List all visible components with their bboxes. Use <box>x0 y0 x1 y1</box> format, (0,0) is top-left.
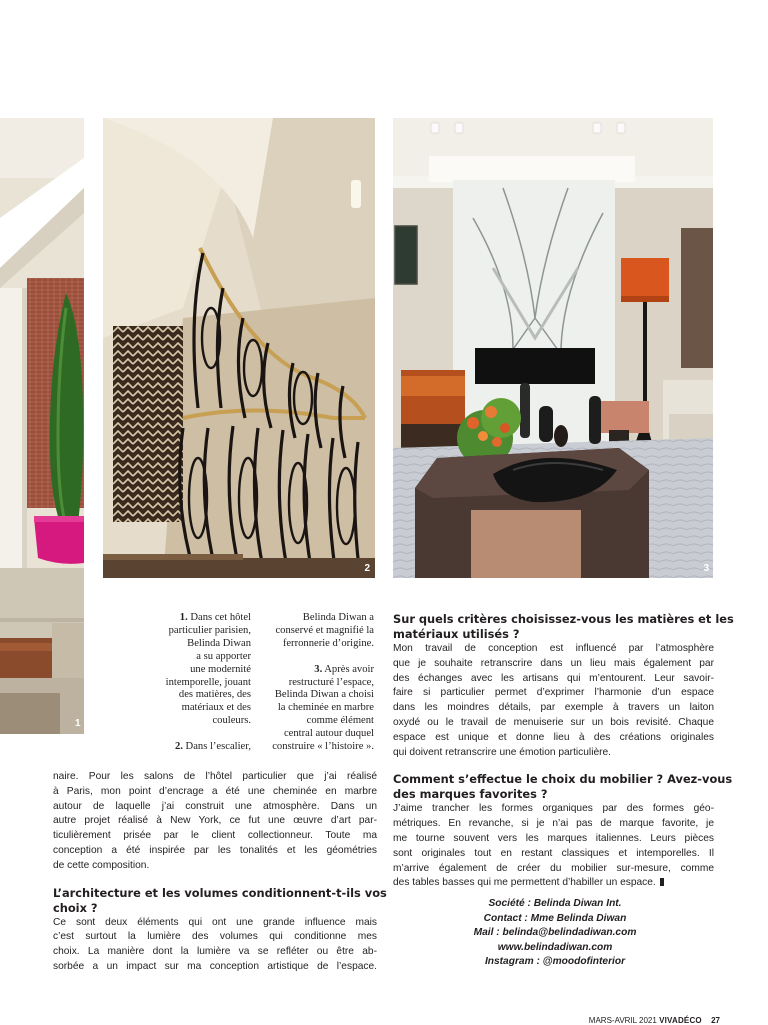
caption-line: construire « l’histoire ». <box>272 741 374 753</box>
caption-photos-2-3 <box>234 612 374 754</box>
text-line: espace est unique et donne lieu à des créations originales <box>393 731 714 743</box>
text-line: autour de laquelle j’ai construit une atmosphère. Dans un <box>53 800 377 812</box>
left-text-column <box>53 770 387 975</box>
text-line: que je souhaite retranscrire dans un lieu mais également par <box>393 657 714 669</box>
photo-1-number: 1 <box>75 718 81 729</box>
caption-line: la cheminée en marbre <box>277 702 374 714</box>
caption-line: couleurs. <box>212 715 251 727</box>
text-line: m’arrive également de créer du mobilier sur-mesure, comme <box>393 862 714 874</box>
text-line: naire. Pour les salons de l’hôtel particulier que j’ai réalisé <box>53 771 377 782</box>
question-furniture: Comment s’effectue le choix du mobilier ? Avez-vous des marques favorites ? <box>393 772 733 802</box>
caption-line: 1. Dans cet hôtel <box>179 612 251 623</box>
contact-person: Contact : Mme Belinda Diwan <box>483 912 627 924</box>
text-line: J’aime trancher les formes organiques par des formes géo- <box>393 803 714 815</box>
caption-line: ferronnerie d’origine. <box>282 637 374 649</box>
text-line: Mon travail de conception est influencé par l’atmosphère <box>393 643 714 654</box>
text-line: ticulièrement prisée par le client collectionneur. Toute ma <box>53 830 377 842</box>
question-architecture: L’architecture et les volumes conditionnent-t-ils vos choix ? <box>53 885 387 915</box>
intro-paragraph <box>53 770 377 874</box>
photo-3-number: 3 <box>703 563 709 574</box>
photo-3-salon <box>393 118 713 578</box>
footer-magazine: VIVADÉCO <box>659 1016 702 1025</box>
caption-line: comme élément <box>306 715 374 727</box>
caption-photos-1-2 <box>101 612 251 754</box>
footer-page-number: 27 <box>711 1016 720 1025</box>
photo-2-staircase <box>103 118 375 578</box>
contact-block <box>430 897 680 970</box>
question-materials: Sur quels critères choisissez-vous les matières et les matériaux utilisés ? <box>393 612 734 641</box>
text-line: des échanges avec les artisans qui m’entourent. Leur savoir- <box>393 672 714 684</box>
text-line: à Paris, mon point d’encrage a été une cheminée en marbre <box>53 785 377 797</box>
caption-line: a su apporter <box>196 650 251 662</box>
answer-architecture <box>53 916 377 975</box>
text-line: c’est surtout la lumière des volumes qui conditionne mes <box>53 931 377 943</box>
caption-line: particulier parisien, <box>168 624 251 636</box>
text-line: conception a été inspirée par les tonalités et les géométries <box>53 844 377 856</box>
caption-line: Belinda Diwan a choisi <box>274 689 374 701</box>
caption-line: Belinda Diwan <box>187 637 251 649</box>
text-line: Ce sont deux éléments qui ont une grande influence mais <box>53 916 377 928</box>
text-line: sorbée a un impact sur ma conception artistique de l’espace. <box>53 960 377 972</box>
caption-line <box>101 728 251 741</box>
caption-line: Belinda Diwan a <box>302 612 374 623</box>
contact-website[interactable]: www.belindadiwan.com <box>497 941 613 953</box>
caption-line: central autour duquel <box>283 728 374 740</box>
text-line: faire si particulier permet d’exprimer l’harmonie d’un espace <box>393 687 714 699</box>
right-text-column <box>393 612 734 891</box>
caption-line: intemporelle, jouant <box>165 676 251 688</box>
text-line: oxydé ou le travail de menuiserie sur un bois revisité. Chaque <box>393 716 714 728</box>
text-line: autre projet réalisé à New York, ce fut une œuvre d’art par- <box>53 815 377 827</box>
caption-line: conservé et magnifié la <box>275 624 374 636</box>
text-line: des tables basses qui me permettent d’habiller un espace. <box>393 876 714 891</box>
photo-1-terrace <box>0 118 84 734</box>
answer-materials <box>393 642 714 760</box>
caption-line: matériaux et des <box>181 702 251 714</box>
footer-issue: MARS-AVRIL 2021 <box>588 1016 657 1025</box>
caption-line: 3. Après avoir <box>314 663 374 675</box>
text-line: choix. La manière dont la lumière va se refléter ou être ab- <box>53 946 377 958</box>
caption-line: 2. Dans l’escalier, <box>174 741 251 753</box>
text-line: dans les moindres détails, par exemple à travers un laiton <box>393 702 714 714</box>
text-line: qui doivent retranscrire une émotion particulière. <box>393 746 612 758</box>
text-line: métriques. En revanche, si je n’ai pas de marque favorite, je <box>393 818 714 830</box>
end-mark-icon <box>660 878 664 886</box>
text-line: me tourne souvent vers les marques italiennes. Leurs pièces <box>393 832 714 844</box>
contact-mail[interactable]: Mail : belinda@belindadiwan.com <box>473 927 637 939</box>
contact-company: Société : Belinda Diwan Int. <box>488 898 622 909</box>
caption-line: une modernité <box>190 663 251 675</box>
caption-line: des matières, des <box>178 689 251 701</box>
contact-instagram[interactable]: Instagram : @moodofinterior <box>484 956 626 968</box>
caption-line <box>234 651 374 664</box>
text-line: de cette composition. <box>53 859 150 871</box>
caption-line: restructuré l’espace, <box>288 676 374 688</box>
photo-2-number: 2 <box>364 563 370 574</box>
text-line: sont originales tout en restant classiques et intemporelles. Il <box>393 847 714 859</box>
answer-furniture <box>393 802 714 891</box>
